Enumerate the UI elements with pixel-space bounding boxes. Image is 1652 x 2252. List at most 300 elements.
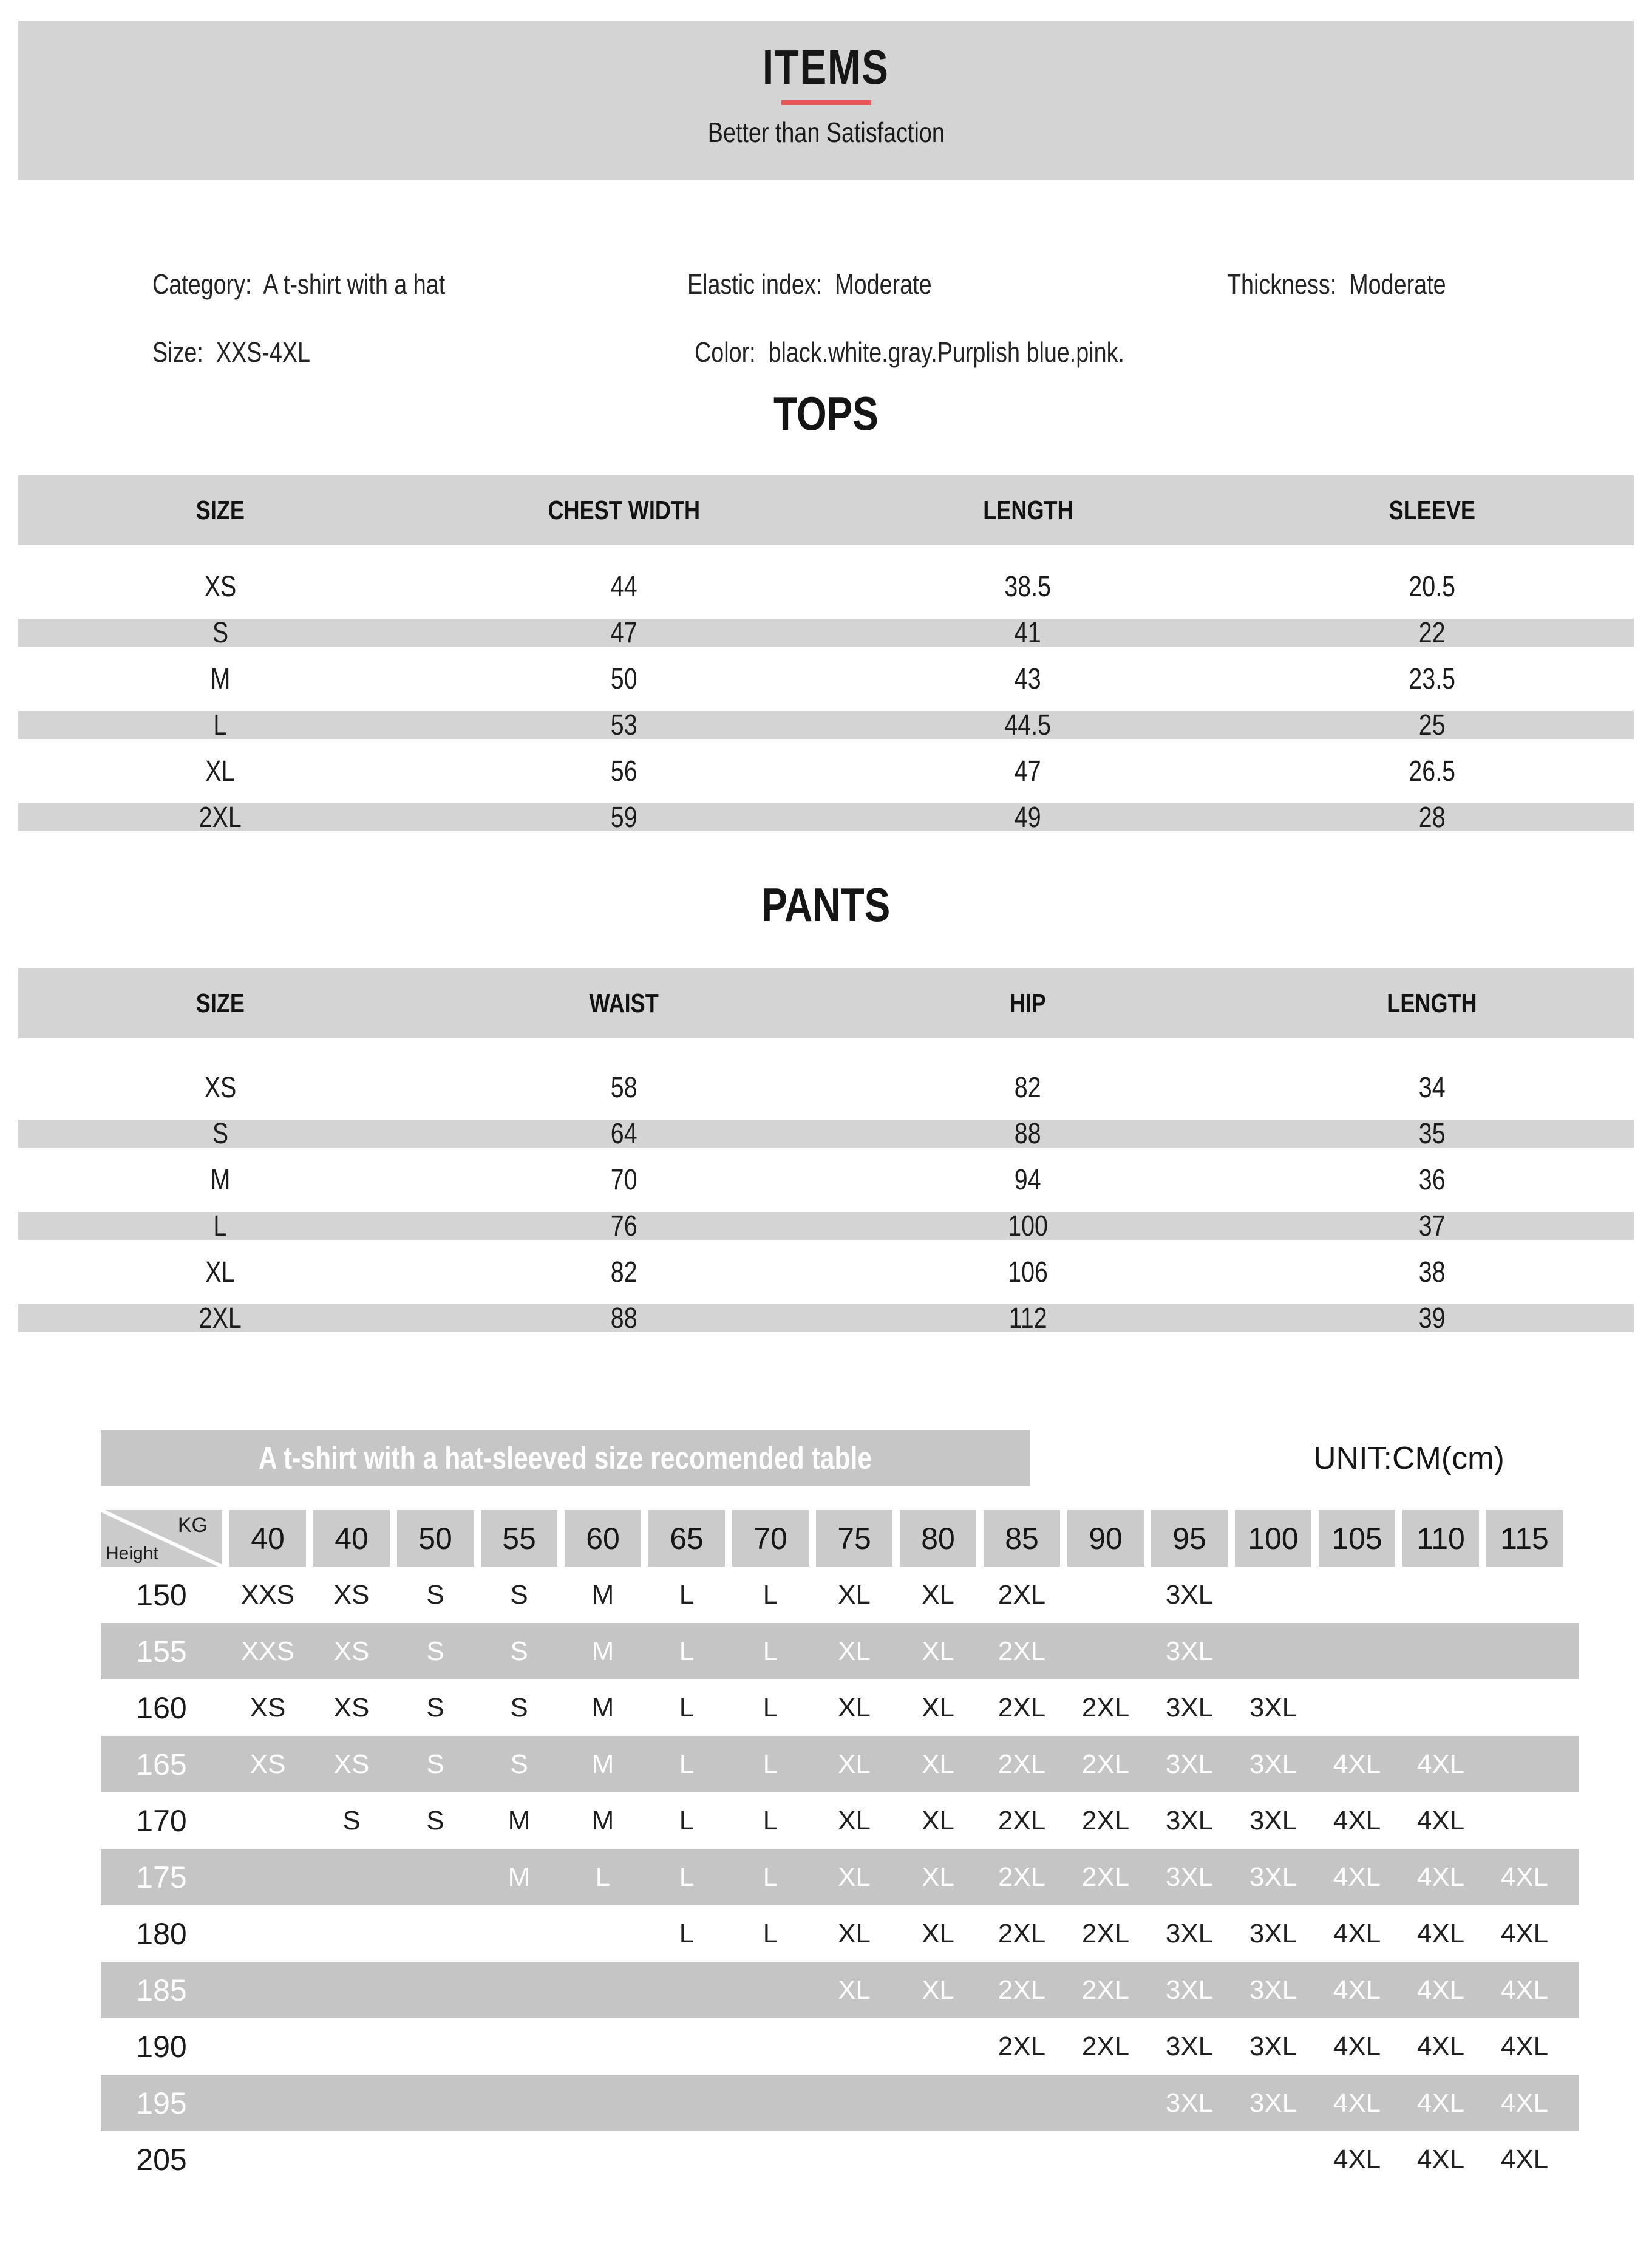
column-header-cell [18, 968, 422, 1038]
table-cell [826, 1064, 1230, 1111]
pants-table [18, 968, 1634, 1341]
size-value: XL [838, 1918, 871, 1948]
size-value: XL [838, 1692, 871, 1723]
recommended-size-cell [1486, 2018, 1563, 2075]
recommended-size-cell [229, 1679, 306, 1736]
size-value: 4XL [1416, 1862, 1465, 1892]
size-value: 4XL [1416, 1975, 1465, 2005]
info-thickness-text: Thickness: Moderate [1227, 268, 1446, 300]
cell-value: 23.5 [1409, 662, 1455, 695]
height-label-cell [101, 1962, 222, 2018]
size-value: XL [922, 1636, 954, 1666]
table-row [18, 1157, 1634, 1203]
table-row [18, 702, 1634, 748]
recommended-size-cell [984, 1623, 1060, 1679]
weight-header-cell [229, 1510, 306, 1567]
recommended-size-cell [1235, 2131, 1311, 2188]
recommended-size-cell [816, 1623, 892, 1679]
weight-header-cell [1486, 1510, 1563, 1567]
recommend-row [101, 2131, 1579, 2188]
cell-value: 49 [1015, 801, 1042, 834]
tops-table [18, 475, 1634, 840]
column-header-text: LENGTH [1387, 988, 1477, 1018]
recommended-size-cell [816, 1567, 892, 1623]
size-value: XL [922, 1692, 954, 1723]
weight-value: 80 [921, 1521, 955, 1556]
cell-value: XL [205, 1256, 235, 1288]
recommended-size-cell [481, 1736, 557, 1792]
size-value: S [510, 1749, 528, 1779]
recommended-size-cell [648, 2075, 725, 2131]
cell-value: 2XL [199, 1302, 242, 1335]
table-cell [422, 656, 826, 702]
recommended-size-cell [1151, 1679, 1228, 1736]
height-axis-label: Height [106, 1543, 158, 1563]
table-row [18, 610, 1634, 656]
size-value: 4XL [1416, 1749, 1465, 1779]
recommended-size-cell [984, 1962, 1060, 2018]
size-value: 4XL [1416, 2087, 1465, 2118]
recommended-size-cell [1319, 2131, 1395, 2188]
page-subtitle [18, 116, 1634, 149]
size-value: L [763, 1579, 778, 1610]
cell-value: 112 [1008, 1302, 1047, 1335]
size-value: L [679, 1579, 695, 1610]
size-value: L [763, 1918, 778, 1948]
table-cell [1230, 1157, 1634, 1203]
recommend-row [101, 1905, 1579, 1962]
column-header-text: SIZE [195, 495, 245, 525]
weight-value: 90 [1089, 1521, 1123, 1556]
table-cell [826, 1295, 1230, 1341]
column-header-text: LENGTH [982, 495, 1073, 525]
table-cell [826, 702, 1230, 748]
cell-value: 106 [1008, 1256, 1048, 1288]
recommended-size-cell [816, 1679, 892, 1736]
weight-header-cell [1067, 1510, 1144, 1567]
recommended-size-cell [565, 1905, 641, 1962]
height-label-cell [101, 2018, 222, 2075]
recommended-size-cell [816, 2018, 892, 2075]
table-cell [1230, 702, 1634, 748]
size-value: L [679, 1749, 695, 1779]
recommended-size-cell [1402, 2075, 1479, 2131]
recommended-size-cell [229, 1962, 306, 2018]
table-cell [18, 1203, 422, 1249]
weight-value: 70 [753, 1521, 787, 1556]
recommended-size-cell [1319, 1567, 1395, 1623]
recommended-size-cell [481, 2075, 557, 2131]
recommended-size-cell [1319, 1849, 1395, 1905]
recommended-size-cell [1235, 2075, 1311, 2131]
pants-table-header [18, 968, 1634, 1038]
cell-value: 25 [1418, 709, 1446, 741]
recommended-size-cell [732, 2018, 809, 2075]
size-value: L [763, 1749, 778, 1779]
cell-value: XS [204, 1071, 236, 1104]
recommended-size-cell [648, 1962, 725, 2018]
recommended-size-cell [816, 1792, 892, 1849]
size-value: XL [838, 1749, 871, 1779]
weight-value: 85 [1005, 1521, 1039, 1556]
table-cell [18, 1064, 422, 1111]
height-label-cell [101, 1792, 222, 1849]
height-value: 170 [136, 1803, 187, 1838]
height-value: 195 [136, 2086, 187, 2120]
size-value: XL [922, 1975, 954, 2005]
size-value: 2XL [1081, 1749, 1130, 1779]
recommended-size-cell [313, 1736, 390, 1792]
size-value: XL [838, 1579, 871, 1610]
recommended-size-cell [816, 1849, 892, 1905]
cell-value: 100 [1008, 1209, 1048, 1242]
recommended-size-cell [313, 2131, 390, 2188]
height-value: 190 [136, 2029, 187, 2064]
recommend-table-banner [101, 1430, 1030, 1486]
recommended-size-cell [816, 2131, 892, 2188]
size-value: M [591, 1805, 614, 1835]
size-value: 3XL [1165, 2031, 1214, 2061]
size-value: XL [838, 1636, 871, 1666]
size-value: XS [333, 1636, 370, 1666]
recommended-size-cell [397, 2075, 474, 2131]
recommend-row [101, 1623, 1579, 1679]
table-row [18, 1064, 1634, 1111]
recommended-size-cell [1402, 1849, 1479, 1905]
height-value: 160 [136, 1690, 187, 1725]
table-cell [1230, 656, 1634, 702]
height-value: 155 [136, 1634, 187, 1669]
recommended-size-cell [1319, 1792, 1395, 1849]
recommended-size-cell [397, 1736, 474, 1792]
size-value: XL [922, 1579, 954, 1610]
recommended-size-cell [816, 1736, 892, 1792]
recommended-size-cell [648, 1849, 725, 1905]
recommended-size-cell [397, 1849, 474, 1905]
recommended-size-cell [1486, 1567, 1563, 1623]
cell-value: 37 [1418, 1209, 1446, 1242]
size-value: 4XL [1416, 2031, 1465, 2061]
recommended-size-cell [1235, 1962, 1311, 2018]
recommended-size-cell [732, 1567, 809, 1623]
cell-value: 76 [610, 1209, 637, 1242]
recommended-size-cell [984, 2075, 1060, 2131]
recommended-size-cell [732, 1679, 809, 1736]
size-value: L [763, 1862, 778, 1892]
recommended-size-cell [816, 1962, 892, 2018]
height-value: 185 [136, 1973, 187, 2007]
recommended-size-cell [900, 1623, 976, 1679]
size-value: 2XL [998, 1975, 1046, 2005]
table-cell [18, 656, 422, 702]
table-row [18, 794, 1634, 840]
size-value: 4XL [1500, 2144, 1549, 2174]
table-cell [826, 563, 1230, 610]
page-title [18, 39, 1634, 95]
recommended-size-cell [565, 2131, 641, 2188]
weight-value: 60 [586, 1521, 620, 1556]
table-cell [826, 1249, 1230, 1295]
recommended-size-cell [732, 1962, 809, 2018]
size-value: XS [333, 1692, 370, 1723]
table-cell [18, 748, 422, 794]
cell-value: 82 [610, 1256, 637, 1288]
size-value: S [342, 1805, 361, 1835]
recommended-size-cell [1151, 2018, 1228, 2075]
recommended-size-cell [900, 1905, 976, 1962]
size-value: S [426, 1805, 444, 1835]
recommended-size-cell [1319, 1962, 1395, 2018]
weight-value: 110 [1416, 1521, 1465, 1556]
size-value: 4XL [1500, 2087, 1549, 2118]
table-cell [422, 1249, 826, 1295]
size-value: 3XL [1165, 1918, 1214, 1948]
column-header-text: WAIST [589, 988, 659, 1018]
recommend-table-body [101, 1567, 1579, 2188]
weight-value: 55 [502, 1521, 536, 1556]
recommended-size-cell [229, 1849, 306, 1905]
table-cell [422, 702, 826, 748]
page-title-text: ITEMS [763, 40, 889, 94]
recommend-banner-text: A t-shirt with a hat-sleeved size recomended table [258, 1441, 872, 1476]
recommend-row [101, 1736, 1579, 1792]
size-value: L [679, 1918, 695, 1948]
recommended-size-cell [732, 2131, 809, 2188]
table-cell [422, 1203, 826, 1249]
size-value: 4XL [1333, 1805, 1381, 1835]
info-category-text: Category: A t-shirt with a hat [152, 268, 446, 300]
recommended-size-cell [313, 1792, 390, 1849]
recommended-size-cell [900, 2075, 976, 2131]
recommended-size-cell [732, 1905, 809, 1962]
recommended-size-cell [397, 1792, 474, 1849]
recommended-size-cell [1319, 1623, 1395, 1679]
weight-header-cell [1402, 1510, 1479, 1567]
table-cell [1230, 1249, 1634, 1295]
tops-table-header [18, 475, 1634, 545]
recommended-size-cell [1402, 1623, 1479, 1679]
table-cell [18, 1295, 422, 1341]
column-header-text: SIZE [195, 988, 245, 1018]
cell-value: 94 [1015, 1163, 1042, 1196]
recommended-size-cell [397, 1962, 474, 2018]
size-value: 2XL [1081, 1805, 1130, 1835]
recommended-size-cell [1067, 1567, 1144, 1623]
recommended-size-cell [565, 2018, 641, 2075]
weight-header-cell [648, 1510, 725, 1567]
recommended-size-cell [1402, 1792, 1479, 1849]
size-value: 3XL [1165, 1579, 1214, 1610]
recommend-row [101, 1962, 1579, 2018]
table-cell [1230, 1064, 1634, 1111]
size-value: 4XL [1416, 1918, 1465, 1948]
size-value: 4XL [1333, 2144, 1381, 2174]
recommended-size-cell [1235, 1679, 1311, 1736]
recommended-size-cell [313, 2075, 390, 2131]
size-value: XS [333, 1579, 370, 1610]
table-cell [18, 1249, 422, 1295]
table-cell [1230, 748, 1634, 794]
recommended-size-cell [1151, 2131, 1228, 2188]
recommend-row [101, 2075, 1579, 2131]
size-value: M [591, 1636, 614, 1666]
recommended-size-cell [1486, 1679, 1563, 1736]
weight-value: 100 [1248, 1521, 1299, 1556]
recommended-size-cell [481, 2018, 557, 2075]
size-value: 2XL [998, 1636, 1046, 1666]
weight-value: 115 [1500, 1521, 1549, 1556]
size-value: L [763, 1692, 778, 1723]
cell-value: 28 [1418, 801, 1446, 834]
recommended-size-cell [1235, 1567, 1311, 1623]
table-cell [18, 794, 422, 840]
recommended-size-cell [481, 1849, 557, 1905]
recommended-size-cell [984, 1679, 1060, 1736]
recommended-size-cell [648, 2131, 725, 2188]
size-value: 4XL [1333, 2087, 1381, 2118]
weight-value: 65 [670, 1521, 704, 1556]
weight-header-cell [1235, 1510, 1311, 1567]
table-cell [422, 1295, 826, 1341]
cell-value: XS [204, 570, 236, 603]
size-value: 2XL [1081, 2031, 1130, 2061]
weight-header-cell [816, 1510, 892, 1567]
recommend-table-header [101, 1510, 1570, 1567]
unit-label [1313, 1430, 1504, 1486]
recommended-size-cell [397, 1567, 474, 1623]
size-value: XL [922, 1749, 954, 1779]
cell-value: 64 [610, 1117, 637, 1150]
size-value: 3XL [1249, 1862, 1297, 1892]
recommended-size-cell [732, 1849, 809, 1905]
size-value: XS [250, 1749, 286, 1779]
cell-value: 36 [1418, 1163, 1446, 1196]
size-value: 3XL [1165, 1805, 1214, 1835]
height-value: 150 [136, 1577, 187, 1612]
info-thickness [1196, 230, 1494, 339]
table-cell [826, 610, 1230, 656]
recommended-size-cell [481, 1905, 557, 1962]
recommended-size-cell [648, 1792, 725, 1849]
table-row [18, 748, 1634, 794]
recommended-size-cell [397, 2131, 474, 2188]
recommended-size-cell [1319, 2075, 1395, 2131]
cell-value: 53 [610, 709, 637, 741]
weight-header-cell [565, 1510, 641, 1567]
recommended-size-cell [648, 1905, 725, 1962]
recommend-row [101, 1849, 1579, 1905]
recommended-size-cell [481, 1679, 557, 1736]
recommended-size-cell [1151, 1849, 1228, 1905]
size-value: 3XL [1165, 1636, 1214, 1666]
weight-value: 105 [1331, 1521, 1382, 1556]
info-elastic-text: Elastic index: Moderate [687, 268, 932, 300]
recommended-size-cell [1151, 1623, 1228, 1679]
table-cell [18, 610, 422, 656]
weight-header-cell [313, 1510, 390, 1567]
column-header-cell [826, 475, 1230, 545]
size-value: 2XL [998, 2031, 1046, 2061]
height-value: 180 [136, 1916, 187, 1951]
recommended-size-cell [313, 1623, 390, 1679]
weight-value: 50 [418, 1521, 452, 1556]
recommended-size-cell [481, 1623, 557, 1679]
height-label-cell [101, 1623, 222, 1679]
recommended-size-cell [984, 1905, 1060, 1962]
table-row [18, 656, 1634, 702]
table-cell [18, 563, 422, 610]
size-value: XL [922, 1862, 954, 1892]
column-header-cell [18, 475, 422, 545]
table-cell [18, 702, 422, 748]
height-label-cell [101, 1679, 222, 1736]
size-value: 3XL [1249, 1918, 1297, 1948]
recommended-size-cell [1151, 1792, 1228, 1849]
size-value: 4XL [1500, 1975, 1549, 2005]
recommended-size-cell [1319, 1905, 1395, 1962]
recommended-size-cell [984, 1849, 1060, 1905]
recommended-size-cell [1151, 2075, 1228, 2131]
recommend-row [101, 2018, 1579, 2075]
table-cell [422, 1111, 826, 1157]
size-value: 2XL [1081, 1975, 1130, 2005]
column-header-cell [826, 968, 1230, 1038]
table-cell [1230, 1295, 1634, 1341]
table-cell [826, 1111, 1230, 1157]
kg-height-corner-cell [101, 1510, 222, 1567]
size-value: 2XL [1081, 1918, 1130, 1948]
table-cell [422, 1064, 826, 1111]
cell-value: 88 [1015, 1117, 1042, 1150]
pants-title-text: PANTS [761, 878, 891, 931]
recommended-size-cell [565, 1567, 641, 1623]
recommended-size-cell [984, 1567, 1060, 1623]
cell-value: 50 [610, 662, 637, 695]
recommended-size-cell [648, 1679, 725, 1736]
recommended-size-cell [1402, 1905, 1479, 1962]
recommended-size-cell [1067, 1623, 1144, 1679]
recommended-size-cell [1151, 1736, 1228, 1792]
recommended-size-cell [732, 1792, 809, 1849]
recommended-size-cell [900, 1962, 976, 2018]
table-cell [1230, 1203, 1634, 1249]
recommended-size-cell [900, 1849, 976, 1905]
info-color-text: Color: black.white.gray.Purplish blue.pink. [695, 336, 1125, 368]
size-value: 3XL [1165, 1692, 1214, 1723]
column-header-text: CHEST WIDTH [548, 495, 701, 525]
recommended-size-cell [1486, 2075, 1563, 2131]
cell-value: 47 [1015, 755, 1042, 788]
size-value: S [510, 1579, 528, 1610]
height-label-cell [101, 1736, 222, 1792]
table-cell [826, 794, 1230, 840]
cell-value: 70 [610, 1163, 637, 1196]
size-value: S [426, 1579, 444, 1610]
tops-section-title [0, 386, 1652, 441]
height-label-cell [101, 1905, 222, 1962]
recommended-size-cell [313, 1962, 390, 2018]
size-value: 2XL [998, 1805, 1046, 1835]
recommended-size-cell [1402, 1679, 1479, 1736]
cell-value: XL [205, 755, 235, 788]
weight-value: 75 [837, 1521, 871, 1556]
recommended-size-cell [900, 2018, 976, 2075]
recommended-size-cell [565, 1623, 641, 1679]
cell-value: 39 [1418, 1302, 1446, 1335]
recommended-size-cell [1486, 1962, 1563, 2018]
weight-header-cell [732, 1510, 809, 1567]
cell-value: 2XL [199, 801, 242, 834]
